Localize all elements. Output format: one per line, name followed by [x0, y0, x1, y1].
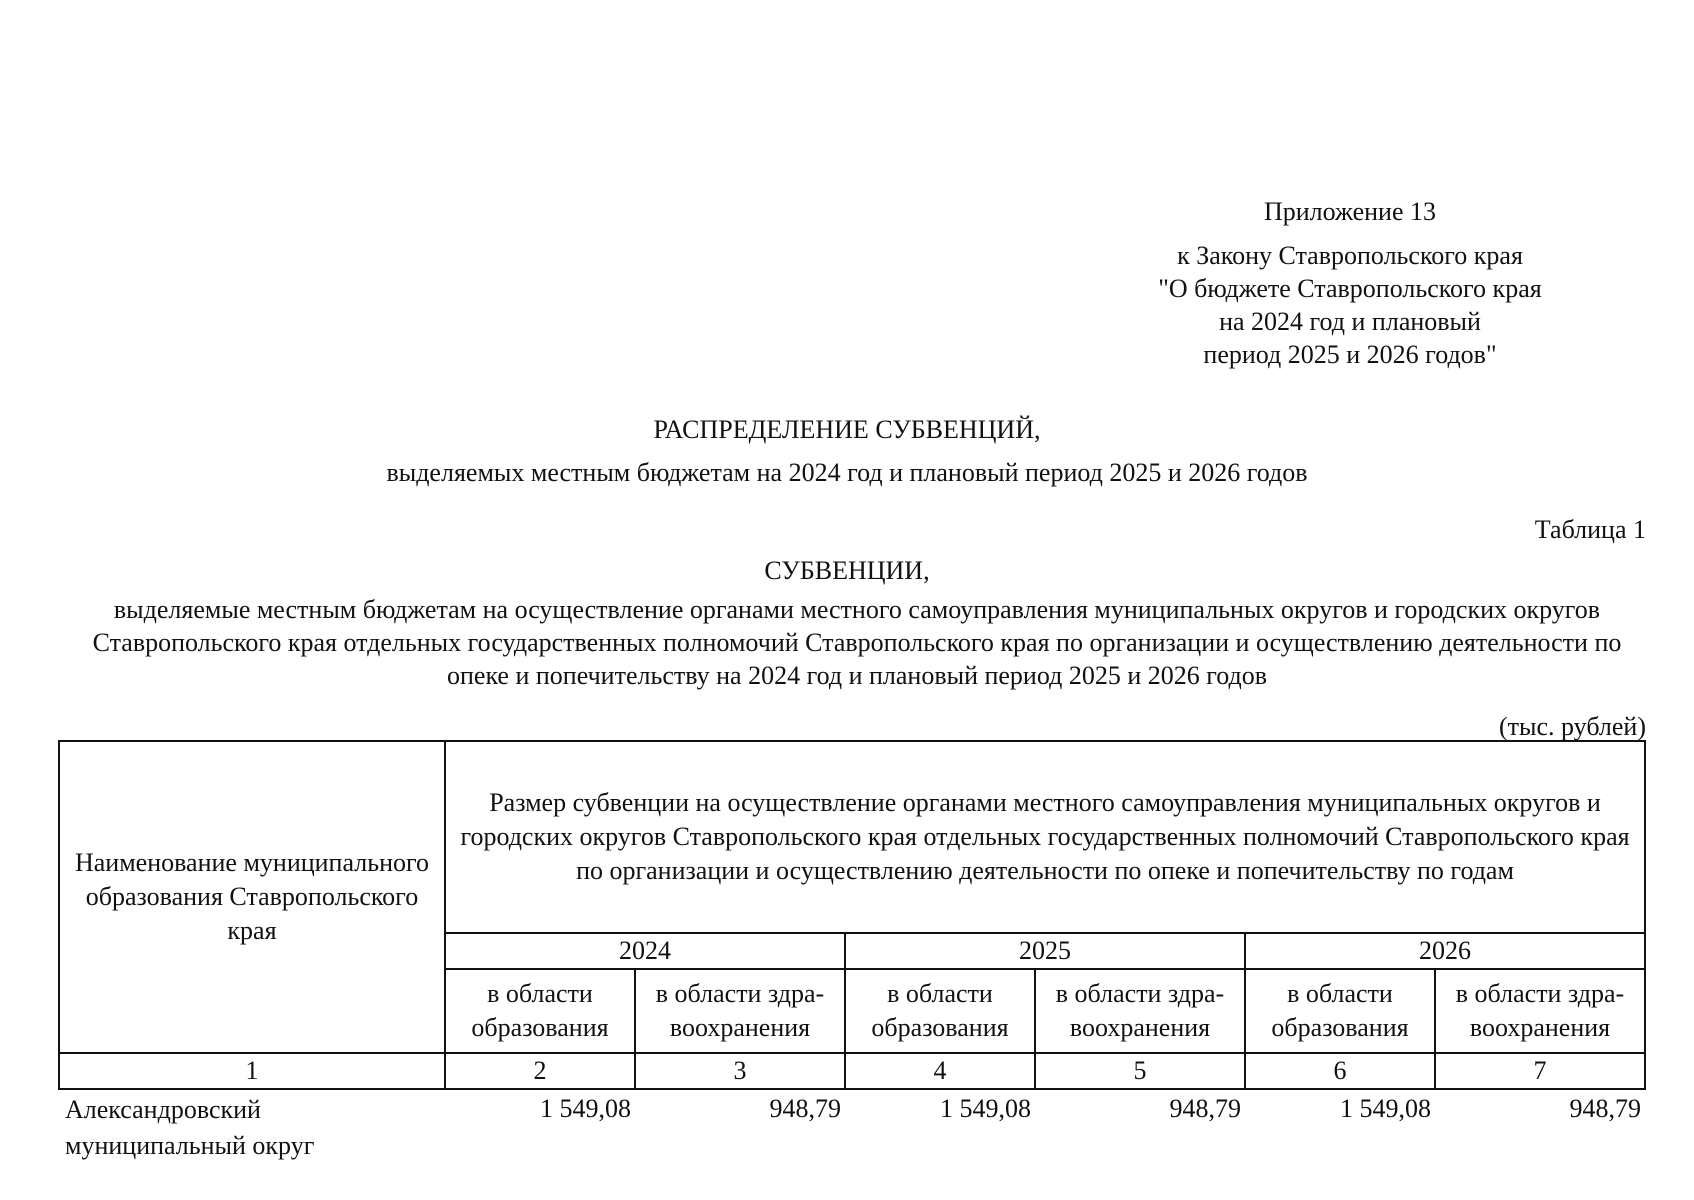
- table-label: Таблица 1: [1534, 515, 1646, 544]
- document-subtitle: выделяемых местным бюджетам на 2024 год и плановый период 2025 и 2026 годов: [386, 458, 1308, 487]
- value-cell: 1 549,08: [1340, 1094, 1431, 1123]
- column-number: 2: [445, 1053, 635, 1089]
- appendix-line: "О бюджете Ставропольского края: [1158, 273, 1542, 303]
- appendix-header: [1100, 195, 1600, 371]
- subheader-education: в области образования: [445, 969, 635, 1053]
- subventions-table: [58, 740, 1646, 1164]
- column-number: 5: [1035, 1053, 1245, 1089]
- appendix-line: период 2025 и 2026 годов": [1203, 339, 1497, 369]
- column-number: 3: [635, 1053, 845, 1089]
- column-number: 6: [1245, 1053, 1435, 1089]
- appendix-line: на 2024 год и плановый: [1219, 306, 1481, 336]
- section-title: СУБВЕНЦИИ,: [764, 556, 930, 585]
- column-header-name: Наименование муниципального образования Ставропольского края: [59, 741, 445, 1053]
- value-cell: 948,79: [1169, 1094, 1241, 1123]
- appendix-number: Приложение 13: [1263, 197, 1437, 226]
- value-cell: 948,79: [1569, 1094, 1641, 1123]
- subheader-healthcare: в области здра-воохранения: [1035, 969, 1245, 1053]
- units-label: (тыс. рублей): [1498, 712, 1646, 741]
- column-group-header: Размер субвенции на осуществление органами местного самоуправления муниципальных округов и городских округов Ставропольского края отдельных государственных полномочий Ставропольского края по организации и осуществлению деятельности по опеке и попечительству по годам: [445, 741, 1645, 933]
- subheader-healthcare: в области здра-воохранения: [1435, 969, 1645, 1053]
- year-header: 2025: [845, 933, 1245, 969]
- appendix-line: к Закону Ставропольского края: [1177, 240, 1523, 270]
- subheader-education: в области образования: [1245, 969, 1435, 1053]
- value-cell: 1 549,08: [940, 1094, 1031, 1123]
- document-title: РАСПРЕДЕЛЕНИЕ СУБВЕНЦИЙ,: [653, 415, 1041, 444]
- column-number: 1: [59, 1053, 445, 1089]
- year-header: 2026: [1245, 933, 1645, 969]
- value-cell: 1 549,08: [540, 1094, 631, 1123]
- table-row: [59, 1089, 1645, 1164]
- subheader-healthcare: в области здра-воохранения: [635, 969, 845, 1053]
- section-description: выделяемые местным бюджетам на осуществление органами местного самоуправления муниципальных округов и городских округов Ставропольского края отдельных государственных полномочий Ставропольского края по организации и осуществлению деятельности по опеке и попечительству на 2024 год и плановый период 2025 и 2026 годов: [92, 595, 1622, 690]
- column-number: 7: [1435, 1053, 1645, 1089]
- year-header: 2024: [445, 933, 845, 969]
- subheader-education: в области образования: [845, 969, 1035, 1053]
- column-number: 4: [845, 1053, 1035, 1089]
- value-cell: 948,79: [769, 1094, 841, 1123]
- municipality-name: Александровский муниципальный округ: [65, 1095, 315, 1160]
